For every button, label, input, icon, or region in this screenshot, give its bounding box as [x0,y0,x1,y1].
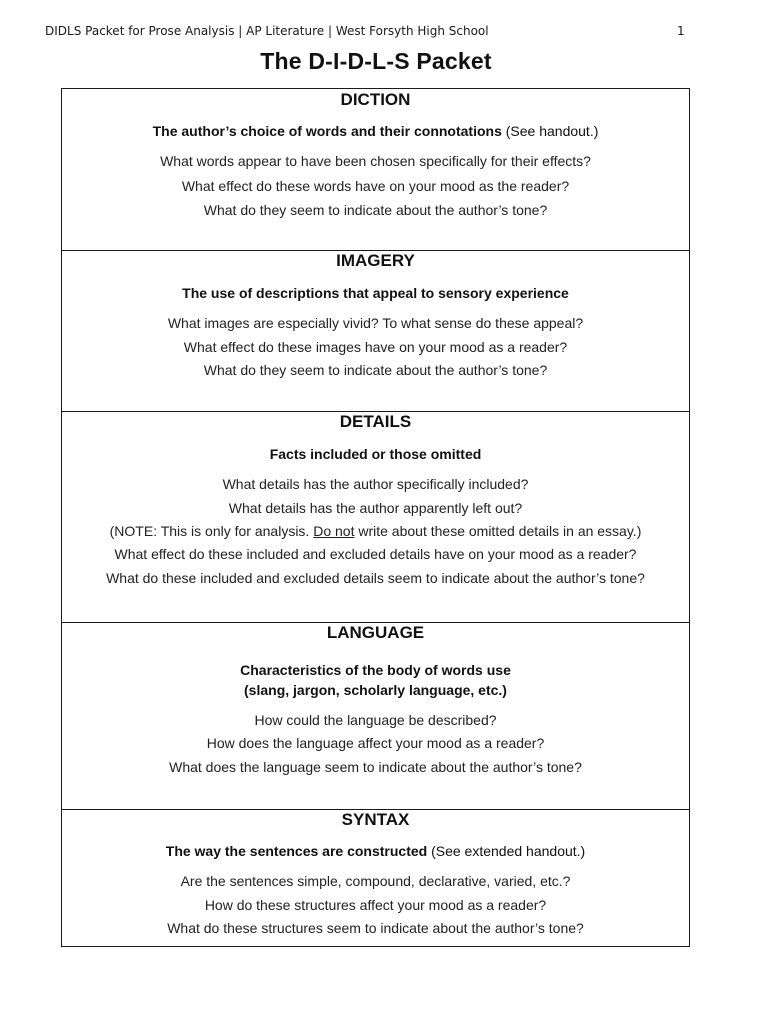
section-imagery [62,250,689,411]
section-heading: DETAILS [339,412,412,431]
question: What details has the author specifically included? [222,476,529,492]
question: What effect do these images have on your mood as a reader? [183,339,568,355]
section-definition-detail: (slang, jargon, scholarly language, etc.) [244,682,507,698]
section-definition [62,843,689,859]
running-header: DIDLS Packet for Prose Analysis | AP Literature | West Forsyth High School [45,24,489,38]
section-syntax [62,809,689,946]
page-number: 1 [677,24,685,38]
definition-plain-text: (See handout.) [501,123,599,139]
section-definition [62,123,689,139]
question: What do these structures seem to indicate about the author’s tone? [167,920,584,936]
question: What images are especially vivid? To what sense do these appeal? [167,315,584,331]
question: What do they seem to indicate about the author’s tone? [203,202,548,218]
note-emphasis: Do not [313,523,355,539]
didls-table [61,88,690,947]
question: What words appear to have been chosen specifically for their effects? [160,153,591,169]
note-text: (NOTE: This is only for analysis. [109,523,314,539]
question: What do they seem to indicate about the author’s tone? [203,362,548,378]
definition-bold-text: The way the sentences are constructed [165,843,428,859]
section-definition: The use of descriptions that appeal to sensory experience [182,285,569,301]
section-language [62,622,689,809]
question: How could the language be described? [254,712,497,728]
question: Are the sentences simple, compound, declarative, varied, etc.? [180,873,571,889]
question: What does the language seem to indicate about the author’s tone? [169,759,582,775]
definition-bold-text: The author’s choice of words and their connotations [152,123,502,139]
section-heading: SYNTAX [341,810,410,829]
section-definition: Facts included or those omitted [269,446,482,462]
section-diction [62,89,689,250]
section-details [62,411,689,622]
question: How do these structures affect your mood as a reader? [204,897,547,913]
definition-plain-text: (See extended handout.) [427,843,586,859]
question: What effect do these included and excluded details have on your mood as a reader? [114,546,637,562]
note-text: write about these omitted details in an essay.) [354,523,642,539]
question: How does the language affect your mood as a reader? [206,735,545,751]
analysis-note [62,523,689,539]
question: What do these included and excluded details seem to indicate about the author’s tone? [106,570,645,586]
page-title: The D-I-D-L-S Packet [260,48,492,74]
section-heading: IMAGERY [336,251,415,270]
section-definition: Characteristics of the body of words use [240,662,511,678]
section-heading: LANGUAGE [326,623,425,642]
question: What effect do these words have on your mood as the reader? [181,178,570,194]
section-heading: DICTION [340,90,411,109]
question: What details has the author apparently left out? [228,500,523,516]
